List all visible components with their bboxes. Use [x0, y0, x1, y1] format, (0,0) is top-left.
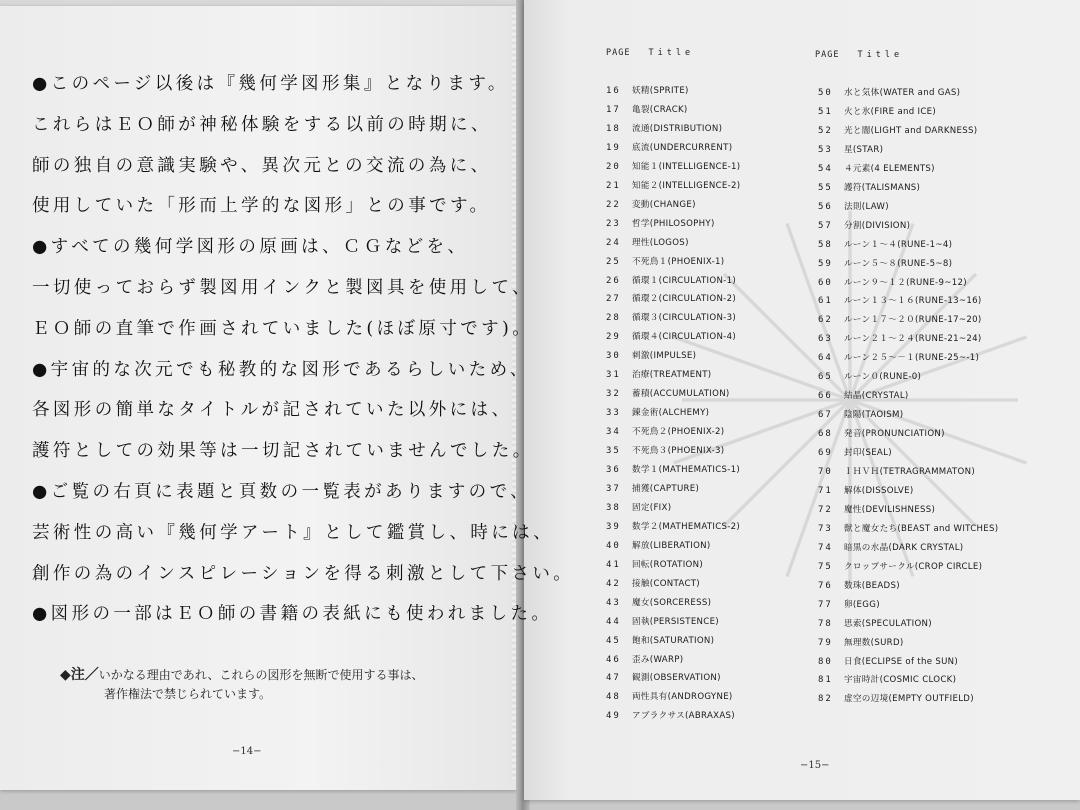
- toc-title: 宇宙時計(COSMIC CLOCK): [844, 675, 957, 686]
- toc-page-number: 49: [606, 711, 621, 722]
- toc-page-number: 27: [606, 294, 621, 305]
- toc-title: 光と闇(LIGHT and DARKNESS): [844, 125, 978, 136]
- toc-title: 法則(LAW): [844, 201, 889, 212]
- toc-page-number: 70: [818, 467, 833, 477]
- toc-page-number: 78: [818, 618, 833, 629]
- toc-page-number: 55: [818, 182, 833, 193]
- column-header-right: [815, 50, 903, 60]
- toc-page-number: 33: [606, 408, 621, 419]
- toc-title: ルーン２５～－１(RUNE-25~-1): [844, 353, 980, 364]
- toc-row: [606, 615, 719, 627]
- copyright-note-line-2: 著作権法で禁じられています。: [104, 687, 272, 701]
- toc-title: 発音(PRONUNCIATION): [844, 429, 945, 440]
- toc-page-number: 45: [606, 635, 621, 646]
- toc-row: [818, 484, 913, 496]
- toc-title: 知能１(INTELLIGENCE-1): [632, 161, 741, 172]
- toc-row: [818, 673, 956, 685]
- toc-page-number: 80: [818, 656, 833, 667]
- toc-row: [606, 160, 740, 172]
- toc-title: 獣と魔女たち(BEAST and WITCHES): [844, 523, 999, 534]
- toc-page-number: 53: [818, 144, 833, 155]
- toc-title: ルーン９～１２(RUNE-9~12): [844, 277, 967, 288]
- paragraph-line: 一切使っておらず製図用インクと製図具を使用して、: [32, 278, 533, 298]
- toc-title: 理性(LOGOS): [632, 237, 689, 248]
- toc-title: 解放(LIBERATION): [632, 540, 711, 551]
- toc-title: 水と気体(WATER and GAS): [844, 88, 961, 98]
- toc-row: [818, 294, 982, 306]
- toc-title: 捕獲(CAPTURE): [632, 483, 700, 494]
- toc-title: 分割(DIVISION): [844, 220, 911, 231]
- toc-row: [606, 141, 732, 153]
- toc-title: 数学２(MATHEMATICS-2): [632, 521, 741, 532]
- toc-row: [818, 465, 975, 477]
- toc-page-number: 19: [606, 142, 621, 153]
- toc-page-number: 37: [606, 483, 621, 494]
- toc-page-number: 41: [606, 559, 621, 570]
- toc-title: 不死鳥３(PHOENIX-3): [632, 446, 725, 457]
- toc-page-number: 57: [818, 220, 833, 231]
- toc-row: [818, 389, 909, 401]
- paragraph-line: ＥＯ師の直筆で作画されていました(ほぼ原寸です)。: [32, 318, 534, 339]
- toc-title: ルーン１３～１６(RUNE-13~16): [844, 296, 982, 307]
- toc-page-number: 28: [606, 313, 621, 324]
- toc-page-number: 58: [818, 239, 833, 250]
- toc-page-number: 54: [818, 163, 833, 174]
- paragraph-line: 護符としての効果等は一切記されていませんでした。: [32, 441, 534, 462]
- paragraph-line: 各図形の簡単なタイトルが記されていた以外には、: [32, 400, 513, 421]
- toc-title: 結晶(CRYSTAL): [844, 391, 909, 402]
- toc-row: [606, 349, 696, 361]
- toc-row: [818, 579, 900, 591]
- toc-row: [818, 446, 892, 458]
- toc-page-number: 24: [606, 237, 621, 248]
- toc-page-number: 16: [606, 86, 621, 96]
- toc-title: 思索(SPECULATION): [844, 618, 932, 629]
- toc-title: 歪み(WARP): [632, 654, 684, 665]
- toc-page-number: 40: [606, 540, 621, 551]
- toc-title: 接触(CONTACT): [632, 578, 700, 589]
- toc-row: [818, 257, 952, 269]
- note-text-1: いかなる理由であれ、これらの図形を無断で使用する事は、: [98, 668, 424, 682]
- toc-row: [818, 332, 982, 344]
- toc-page-number: 50: [818, 88, 833, 98]
- toc-title: ルーン１～４(RUNE-1~4): [844, 239, 953, 250]
- paragraph-line: 創作の為のインスピレーションを得る刺激として下さい。: [32, 563, 575, 584]
- toc-row: [606, 368, 711, 380]
- toc-row: [606, 311, 736, 323]
- toc-row: [606, 179, 740, 191]
- paragraph-line: ●ご覧の右頁に表題と頁数の一覧表がありますので、: [32, 482, 532, 502]
- toc-row: [818, 541, 963, 553]
- toc-row: [818, 105, 936, 117]
- toc-row: [818, 370, 921, 382]
- toc-title: 封印(SEAL): [844, 448, 892, 459]
- toc-title: 循環４(CIRCULATION-4): [632, 332, 736, 343]
- paragraph-line: ●このページ以後は『幾何学図形集』となります。: [32, 74, 509, 94]
- paragraph-line: 使用していた「形而上学的な図形」との事です。: [32, 196, 491, 217]
- toc-row: [818, 351, 979, 363]
- toc-page-number: 46: [606, 654, 621, 665]
- toc-title: 循環２(CIRCULATION-2): [632, 294, 736, 305]
- toc-page-number: 65: [818, 372, 833, 383]
- toc-title: ルーン５～８(RUNE-5~8): [844, 258, 953, 269]
- toc-page-number: 56: [818, 201, 833, 212]
- toc-title: 蓄積(ACCUMULATION): [632, 389, 730, 400]
- toc-row: [818, 522, 998, 534]
- note-prefix: ◆注／: [60, 667, 99, 683]
- toc-title: ルーン２１～２４(RUNE-21~24): [844, 334, 982, 345]
- toc-row: [606, 103, 688, 115]
- toc-page-number: 73: [818, 523, 833, 534]
- toc-title: アブラクサス(ABRAXAS): [632, 711, 735, 722]
- toc-title: 底流(UNDERCURRENT): [632, 142, 733, 153]
- title-header-label: Title: [648, 48, 695, 58]
- toc-title: 不死鳥１(PHOENIX-1): [632, 256, 725, 267]
- toc-page-number: 59: [818, 258, 833, 269]
- toc-title: 固執(PERSISTENCE): [632, 616, 719, 627]
- toc-page-number: 20: [606, 161, 621, 172]
- toc-page-number: 25: [606, 256, 621, 267]
- toc-row: [606, 558, 703, 570]
- toc-title: 暗黒の水晶(DARK CRYSTAL): [844, 542, 964, 553]
- toc-page-number: 81: [818, 675, 833, 686]
- toc-title: 数学１(MATHEMATICS-1): [632, 465, 741, 475]
- toc-row: [818, 200, 889, 212]
- toc-title: 観測(OBSERVATION): [632, 673, 721, 684]
- toc-page-number: 31: [606, 370, 621, 381]
- toc-row: [818, 408, 903, 420]
- column-header-left: [606, 48, 694, 58]
- toc-title: 治療(TREATMENT): [632, 370, 712, 381]
- toc-title: 変動(CHANGE): [632, 199, 696, 210]
- toc-row: [606, 501, 671, 513]
- paragraph-line: ●すべての幾何学図形の原画は、ＣＧなどを、: [32, 237, 469, 258]
- toc-title: 亀裂(CRACK): [632, 104, 688, 115]
- toc-row: [818, 86, 960, 98]
- toc-page-number: 82: [818, 694, 833, 705]
- toc-page-number: 18: [606, 123, 621, 134]
- toc-row: [606, 520, 740, 532]
- toc-title: 哲学(PHILOSOPHY): [632, 218, 715, 229]
- toc-page-number: 74: [818, 542, 833, 553]
- toc-page-number: 77: [818, 599, 833, 610]
- paragraph-line: ●宇宙的な次元でも秘教的な図形であるらしいため、: [32, 359, 531, 380]
- toc-title: 錬金術(ALCHEMY): [632, 408, 710, 419]
- toc-title: 火と氷(FIRE and ICE): [844, 106, 937, 117]
- toc-title: 刺激(IMPULSE): [632, 351, 697, 362]
- toc-page-number: 38: [606, 502, 621, 513]
- page-number-left: −14−: [232, 746, 262, 757]
- toc-page-number: 69: [818, 448, 833, 459]
- toc-row: [606, 634, 714, 646]
- toc-title: 固定(FIX): [632, 502, 672, 513]
- toc-page-number: 43: [606, 597, 621, 608]
- toc-page-number: 32: [606, 389, 621, 400]
- page-number-right: −15−: [800, 760, 830, 771]
- toc-page-number: 66: [818, 391, 833, 402]
- toc-title: ＩＨＶＨ(TETRAGRAMMATON): [844, 467, 976, 477]
- toc-page-number: 17: [606, 104, 621, 115]
- toc-row: [606, 596, 711, 608]
- paragraph-line: これらはＥＯ師が神秘体験をする以前の時期に、: [32, 114, 492, 135]
- toc-row: [606, 577, 700, 589]
- toc-page-number: 79: [818, 637, 833, 648]
- toc-page-number: 63: [818, 334, 833, 345]
- toc-title: 流通(DISTRIBUTION): [632, 123, 723, 134]
- toc-page-number: 29: [606, 332, 621, 343]
- toc-row: [606, 709, 735, 721]
- toc-page-number: 47: [606, 673, 621, 684]
- toc-title: 飽和(SATURATION): [632, 635, 715, 646]
- toc-page-number: 76: [818, 580, 833, 591]
- toc-row: [606, 274, 736, 286]
- toc-row: [606, 425, 724, 437]
- toc-row: [818, 143, 883, 155]
- toc-row: [818, 598, 880, 610]
- toc-page-number: 67: [818, 410, 833, 421]
- toc-page-number: 30: [606, 351, 621, 362]
- toc-title: 星(STAR): [844, 144, 884, 155]
- toc-row: [818, 636, 904, 648]
- paragraph-line: 芸術性の高い『幾何学アート』として鑑賞し、時には、: [32, 522, 554, 543]
- toc-page-number: 60: [818, 277, 833, 288]
- toc-page-number: 68: [818, 429, 833, 440]
- toc-title: 数珠(BEADS): [844, 580, 900, 591]
- toc-row: [818, 560, 982, 572]
- toc-page-number: 34: [606, 427, 621, 438]
- toc-title: 日食(ECLIPSE of the SUN): [844, 656, 959, 667]
- toc-page-number: 75: [818, 561, 833, 572]
- toc-row: [606, 330, 736, 342]
- toc-page-number: 44: [606, 616, 621, 627]
- toc-title: ４元素(4 ELEMENTS): [844, 163, 935, 174]
- toc-row: [606, 122, 722, 134]
- toc-page-number: 35: [606, 446, 621, 457]
- toc-title: 卵(EGG): [844, 599, 880, 610]
- toc-page-number: 72: [818, 504, 833, 515]
- toc-title: ルーン０(RUNE-0): [844, 372, 922, 383]
- toc-row: [818, 313, 982, 325]
- toc-row: [818, 124, 977, 136]
- toc-title: 陰陽(TAOISM): [844, 410, 904, 421]
- toc-page-number: 64: [818, 353, 833, 364]
- paragraph-line: ●図形の一部はＥＯ師の書籍の表紙にも使われました。: [32, 604, 553, 625]
- toc-row: [606, 539, 711, 551]
- toc-page-number: 61: [818, 296, 833, 307]
- toc-row: [818, 617, 932, 629]
- toc-title: 循環１(CIRCULATION-1): [632, 275, 736, 286]
- toc-page-number: 36: [606, 465, 621, 475]
- toc-row: [606, 653, 683, 665]
- toc-row: [818, 427, 945, 439]
- toc-title: 知能２(INTELLIGENCE-2): [632, 180, 741, 191]
- toc-row: [818, 503, 935, 515]
- toc-title: 護符(TALISMANS): [844, 182, 921, 193]
- toc-row: [818, 219, 910, 231]
- toc-row: [606, 406, 709, 418]
- toc-page-number: 51: [818, 106, 833, 117]
- toc-page-number: 39: [606, 521, 621, 532]
- toc-title: 両性具有(ANDROGYNE): [632, 692, 733, 703]
- toc-title: 無理数(SURD): [844, 637, 904, 648]
- toc-title: 不死鳥２(PHOENIX-2): [632, 427, 725, 438]
- toc-title: 循環３(CIRCULATION-3): [632, 313, 736, 324]
- toc-page-number: 26: [606, 275, 621, 286]
- toc-row: [818, 655, 958, 667]
- title-header-label: Title: [857, 50, 904, 60]
- toc-title: 魔性(DEVILISHNESS): [844, 504, 936, 515]
- toc-title: 回転(ROTATION): [632, 559, 703, 570]
- toc-page-number: 52: [818, 125, 833, 136]
- toc-row: [818, 238, 952, 250]
- toc-row: [606, 236, 689, 248]
- toc-row: [606, 84, 689, 96]
- toc-row: [606, 292, 736, 304]
- toc-title: 妖精(SPRITE): [632, 86, 689, 96]
- toc-row: [606, 387, 730, 399]
- toc-page-number: 48: [606, 692, 621, 703]
- toc-page-number: 22: [606, 199, 621, 210]
- toc-page-number: 23: [606, 218, 621, 229]
- toc-row: [606, 444, 724, 456]
- toc-row: [606, 671, 721, 683]
- toc-row: [818, 181, 920, 193]
- toc-row: [606, 255, 724, 267]
- toc-row: [606, 217, 715, 229]
- toc-page-number: 62: [818, 315, 833, 326]
- toc-row: [818, 692, 974, 704]
- toc-page-number: 21: [606, 180, 621, 191]
- toc-row: [606, 463, 740, 475]
- toc-title: ルーン１７～２０(RUNE-17~20): [844, 315, 982, 326]
- toc-title: 虚空の辺境(EMPTY OUTFIELD): [844, 694, 974, 705]
- toc-row: [818, 162, 935, 174]
- toc-row: [606, 690, 733, 702]
- toc-page-number: 71: [818, 485, 833, 496]
- toc-row: [606, 482, 699, 494]
- toc-title: 解体(DISSOLVE): [844, 485, 914, 496]
- toc-row: [606, 198, 696, 210]
- toc-page-number: 42: [606, 578, 621, 589]
- toc-title: 魔女(SORCERESS): [632, 597, 712, 608]
- paragraph-line: 師の独自の意識実験や、異次元との交流の為に、: [32, 155, 492, 176]
- page-header-label: PAGE: [606, 48, 631, 58]
- toc-row: [818, 276, 967, 288]
- toc-title: クロップサークル(CROP CIRCLE): [844, 561, 983, 572]
- copyright-note-line-1: [60, 664, 424, 684]
- page-header-label: PAGE: [815, 50, 840, 60]
